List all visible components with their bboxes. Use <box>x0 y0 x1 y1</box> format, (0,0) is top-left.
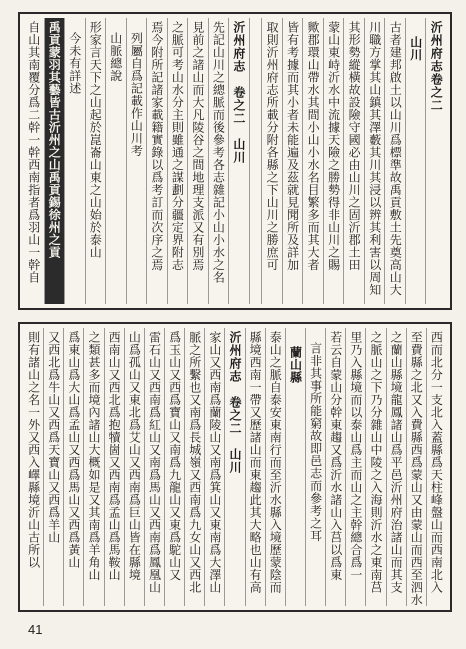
column-text: 列屬自爲記載作山川考 <box>129 32 144 157</box>
text-column <box>323 18 344 304</box>
text-column <box>406 328 426 606</box>
column-text: 之脈山之下乃分雜山中陵之入海則沂水之東南莒 <box>369 331 383 594</box>
text-column <box>44 18 65 304</box>
column-text: 其形勢縱橫故設險守國必由山川之固沂郡土田 <box>347 21 362 271</box>
column-text: 則有諸山之名一外又西入嶧縣境沂山古所以 <box>26 331 41 569</box>
column-text: 川職方掌其山鎮其澤藪其川其浸以辨其利害以周知 <box>367 21 382 296</box>
column-text: 之類甚多而境內諸山大概如是又其南爲羊角山 <box>87 331 102 581</box>
column-text: 見前之諸山而大凡陵谷之間地理支派又有別焉 <box>190 21 205 271</box>
text-column <box>426 328 446 606</box>
text-column <box>105 18 126 304</box>
column-text: 西而北分一支北入蓋縣爲天柱峰盤山而西南北入 <box>429 331 444 594</box>
text-column <box>285 328 305 606</box>
lower-page <box>18 322 452 612</box>
lower-page-columns <box>24 328 446 606</box>
text-column <box>365 328 385 606</box>
column-text: 山爲孤山又東北爲艾山又西南爲巨山皆在縣境 <box>127 331 142 581</box>
text-column <box>144 328 164 606</box>
column-text: 先記山川之總脈而後參考各志雜記小山小水之名 <box>211 21 226 284</box>
text-column <box>405 18 426 304</box>
text-column <box>364 18 385 304</box>
column-text: 之脈可考山水分主則雖通之謀劃分疆定界附志 <box>170 21 185 271</box>
column-text: 之蘭山縣境龍鳳諸山爲平邑沂州府治諸山而其支 <box>389 331 404 594</box>
column-text: 禹貢蒙羽其藝皆古沂州之山禹貢錫徐州之貢 <box>47 21 62 259</box>
text-column <box>126 18 147 304</box>
text-column <box>146 18 167 304</box>
upper-page-columns <box>24 18 446 304</box>
text-column <box>164 328 184 606</box>
page-number: 41 <box>28 622 43 637</box>
text-column <box>24 18 44 304</box>
column-text: 爲玉山又西爲寶山又南爲九龍山又東爲駝山又 <box>167 331 182 581</box>
text-column <box>224 328 244 606</box>
column-text: 縣境西南一帶又歷諸山而東趨此其大略也山有高 <box>248 331 263 594</box>
column-text: 皆有考據而其小者未能遍及茲就見聞所及詳加 <box>285 21 300 271</box>
text-column <box>124 328 144 606</box>
text-column <box>83 328 103 606</box>
text-column <box>305 328 325 606</box>
section-heading: 山川 <box>408 36 423 61</box>
column-text: 雷石山又西南爲紅山又南爲馬山又西南爲鳳凰山 <box>147 331 162 594</box>
upper-page <box>18 12 452 310</box>
section-heading: 蘭山縣 <box>288 346 303 384</box>
text-column <box>64 18 85 304</box>
text-column <box>187 18 208 304</box>
running-title: 沂州府志卷之二 <box>429 21 444 112</box>
column-text: 西南山又西北爲抱犢崮又西南爲孟山爲馬鞍山 <box>107 331 122 581</box>
text-column <box>104 328 124 606</box>
column-text: 形家言天下之山起於崑崙山東之山始於泰山 <box>88 21 103 259</box>
text-column <box>249 18 262 304</box>
column-text: 脈之所繫也又南爲長城嶺又西南爲九女山又西北 <box>187 331 202 594</box>
text-column <box>425 18 446 304</box>
running-title: 沂州府志 卷之二 山川 <box>228 331 243 474</box>
column-text: 山脈總說 <box>108 32 123 82</box>
text-column <box>302 18 323 304</box>
text-column <box>85 18 106 304</box>
text-column <box>343 18 364 304</box>
column-text: 又西北爲牛山又西爲天寶山又西爲羊山 <box>46 331 61 544</box>
column-text: 蒙山東峙沂水中流據天險之勝勢得非山川之賜 <box>326 21 341 271</box>
text-column <box>24 328 43 606</box>
text-column <box>184 328 204 606</box>
column-text: 今未有詳述 <box>67 32 82 95</box>
text-column <box>282 18 303 304</box>
running-title: 沂州府志 卷之二 山川 <box>231 21 246 164</box>
text-column <box>265 328 285 606</box>
text-column <box>43 328 63 606</box>
text-column <box>208 18 229 304</box>
column-text: 家山又西南爲蘭陵山又南爲箕山又東南爲大澤山 <box>207 331 222 594</box>
column-text: 取則沂州府志所載分附各縣之下山川之勝庶可 <box>265 21 280 271</box>
text-column <box>325 328 345 606</box>
text-column <box>167 18 188 304</box>
column-text: 古者建邦啟土以山川爲標準故禹貢敷土先奠高山大 <box>388 21 403 296</box>
column-text: 言非其事所能窮故即邑志而參考之耳 <box>308 342 323 542</box>
column-text: 若云自蒙山分幹東趨又爲沂水諸山入莒以爲東 <box>328 331 343 581</box>
text-column <box>228 18 249 304</box>
column-text: 歟郡環山帶水其間小山小水名目繁多而其大者 <box>306 21 321 271</box>
column-text: 焉今附所記諸家載籍實錄以爲考訂而次序之焉 <box>149 21 164 271</box>
column-text: 至費縣之北又入費縣西爲蒙山又由蒙山而西至泗水 <box>409 331 424 606</box>
text-column <box>261 18 282 304</box>
column-text: 爲東山爲大山爲孟山又西爲馬山又西爲黃山 <box>66 331 81 569</box>
text-column <box>245 328 265 606</box>
text-column <box>384 18 405 304</box>
column-text: 泰山之脈自泰安東南行而至沂水縣入境歷蒙陰而 <box>268 331 283 594</box>
text-column <box>204 328 224 606</box>
text-column <box>63 328 83 606</box>
column-text: 自山其南覆分爲二幹一幹西南指者爲羽山一幹自 <box>26 21 41 284</box>
column-text: 里乃入縣境而以泰山爲主而山之主幹總合爲一 <box>348 331 363 581</box>
text-column <box>345 328 365 606</box>
text-column <box>386 328 406 606</box>
